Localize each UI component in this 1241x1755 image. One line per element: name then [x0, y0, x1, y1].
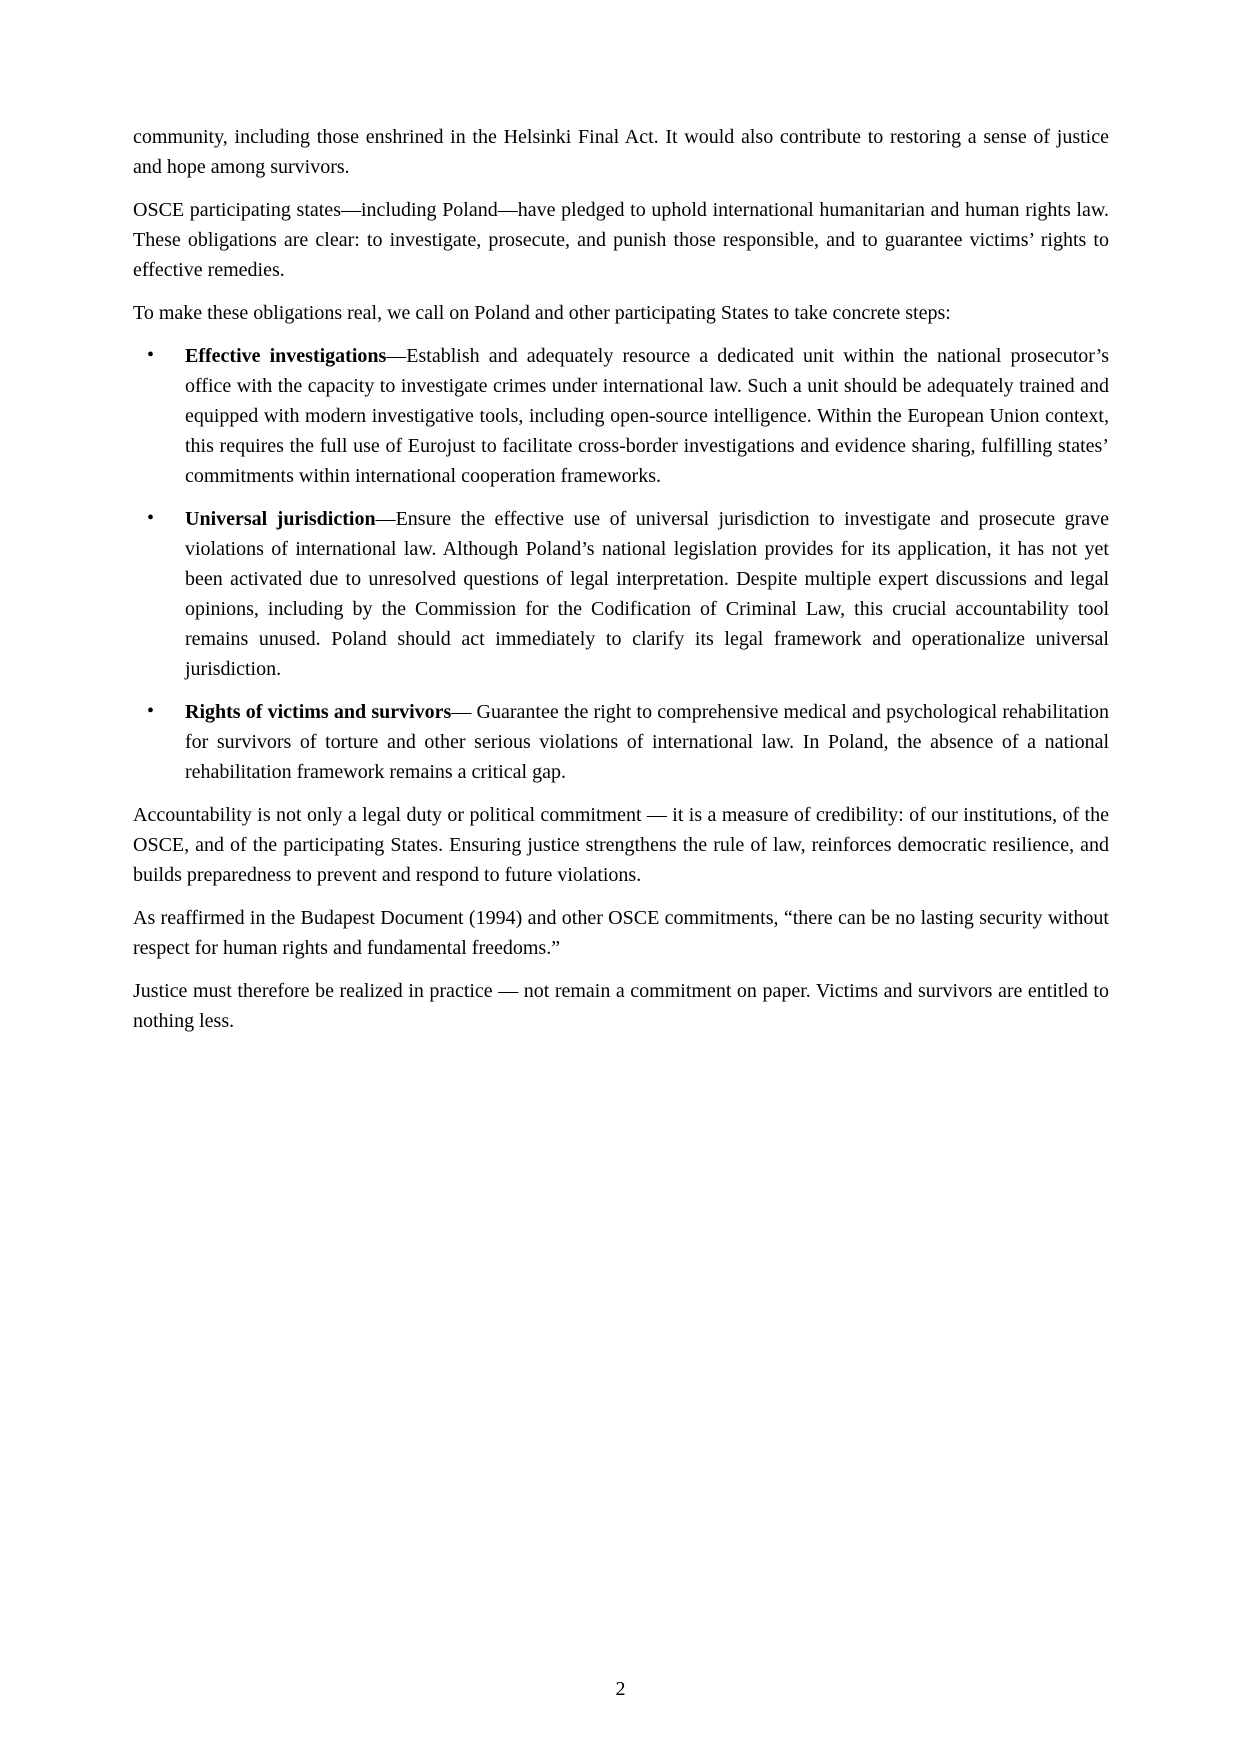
paragraph: To make these obligations real, we call on Poland and other participating States to take concrete steps: [133, 302, 951, 324]
bullet-title: Rights of victims and survivors [185, 701, 452, 723]
paragraph: Accountability is not only a legal duty or political commitment — it is a measure of credibility: of our institutions, of the OSCE, and of the participating States. Ensuring justice strengthens the rule of law, reinforces democratic resilience, and builds preparedness to prevent and respond to future violations. [133, 804, 1109, 886]
paragraph: OSCE participating states—including Poland—have pledged to uphold international humanitarian and human rights law. These obligations are clear: to investigate, prosecute, and punish those responsible, and to guarantee victims’ rights to effective remedies. [133, 199, 1109, 281]
bullet-icon: • [147, 507, 155, 529]
bullet-body: — Guarantee the right to comprehensive medical and psychological rehabilitation for survivors of torture and other serious violations of international law. In Poland, the absence of a national rehabilitation framework remains a critical gap. [185, 701, 1110, 783]
list-item [133, 504, 1109, 684]
list-item [133, 341, 1109, 491]
paragraph: As reaffirmed in the Budapest Document (1994) and other OSCE commitments, “there can be no lasting security without respect for human rights and fundamental freedoms.” [133, 907, 1109, 959]
paragraph: Justice must therefore be realized in practice — not remain a commitment on paper. Victims and survivors are entitled to nothing less. [133, 980, 1109, 1032]
paragraph: community, including those enshrined in the Helsinki Final Act. It would also contribute to restoring a sense of justice and hope among survivors. [133, 126, 1109, 178]
bullet-icon: • [147, 344, 155, 366]
bullet-body: —Establish and adequately resource a dedicated unit within the national prosecutor’s office with the capacity to investigate crimes under international law. Such a unit should be adequately trained and equipped with modern investigative tools, including open-source intelligence. Within the European Union context, this requires the full use of Eurojust to facilitate cross-border investigations and evidence sharing, fulfilling states’ commitments within international cooperation frameworks. [185, 345, 1110, 487]
bullet-body: —Ensure the effective use of universal jurisdiction to investigate and prosecute grave violations of international law. Although Poland’s national legislation provides for its application, it has not yet been activated due to unresolved questions of legal interpretation. Despite multiple expert discussions and legal opinions, including by the Commission for the Codification of Criminal Law, this crucial accountability tool remains unused. Poland should act immediately to clarify its legal framework and operationalize universal jurisdiction. [185, 508, 1109, 680]
document-body [133, 122, 1109, 1049]
page-number: 2 [615, 1678, 626, 1700]
bullet-title: Universal jurisdiction [185, 508, 376, 530]
bullet-list [133, 341, 1109, 787]
bullet-icon: • [147, 700, 155, 722]
list-item [133, 697, 1109, 787]
bullet-title: Effective investigations [185, 345, 387, 367]
